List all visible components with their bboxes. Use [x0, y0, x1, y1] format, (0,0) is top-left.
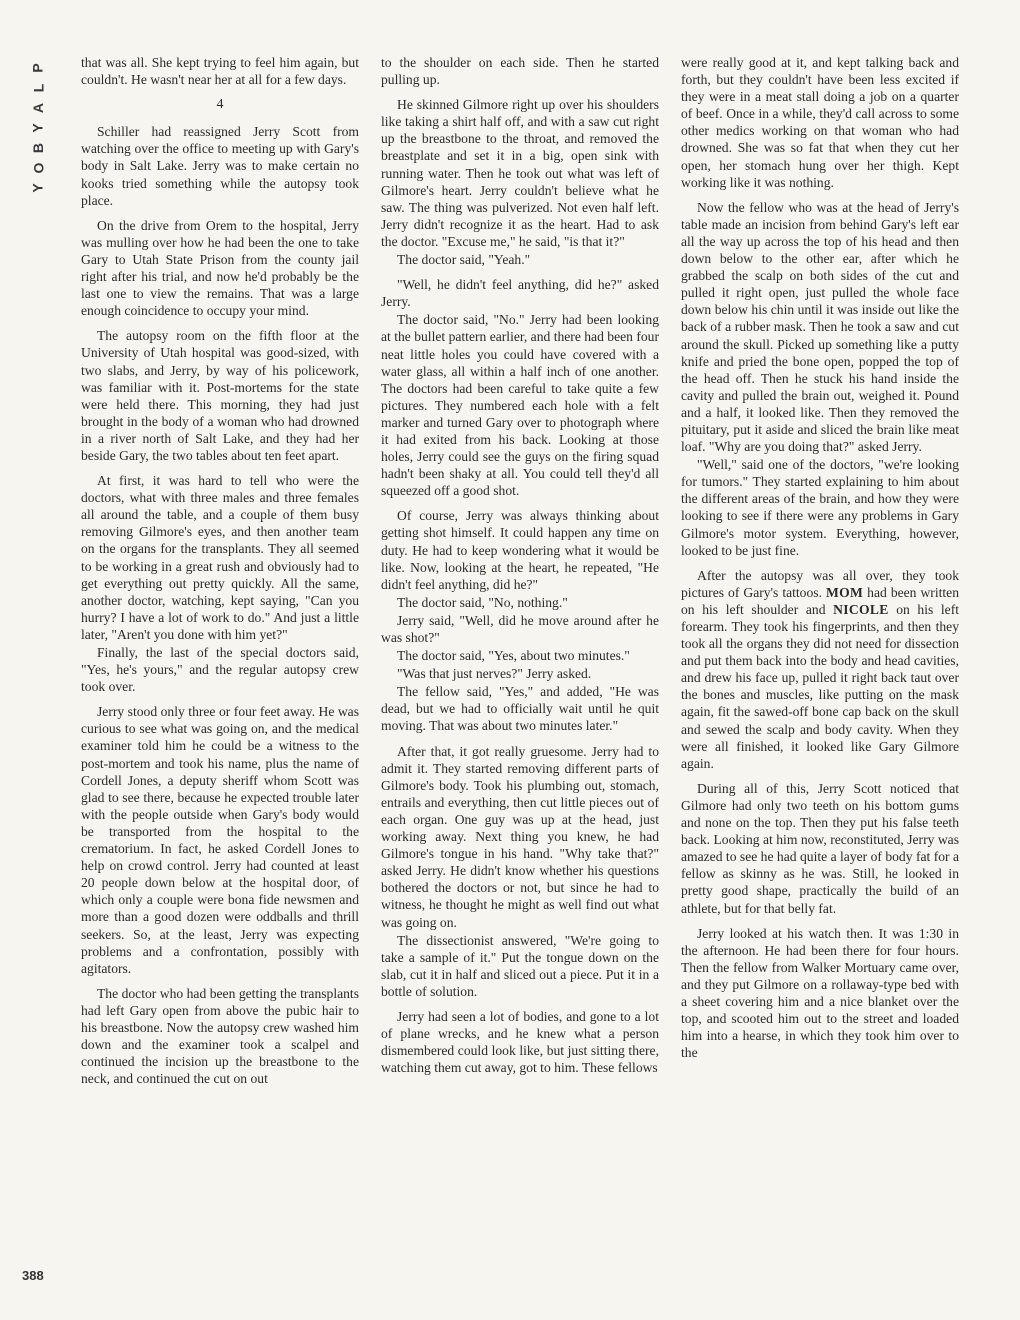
paragraph: that was all. She kept trying to feel him again, but couldn't. He wasn't near her at all for a few days. — [81, 55, 359, 88]
paragraph: Jerry had seen a lot of bodies, and gone to a lot of plane wrecks, and he knew what a person dismembered could look like, but just sitting there, watching them cut away, got to him. These fellows — [381, 1008, 659, 1076]
magazine-name-vertical — [26, 58, 50, 198]
paragraph: "Well, he didn't feel anything, did he?" asked Jerry. — [381, 277, 659, 310]
column-2 — [381, 54, 659, 1084]
tattoo-word-nicole: NICOLE — [833, 601, 889, 617]
paragraph: At first, it was hard to tell who were the doctors, what with three males and three females all around the table, and a couple of them busy removing Gilmore's eyes, and then another team on the organs for the transplants. They all seemed to be working in a great rush and obviously had to get everything out pretty quickly. All the same, another doctor, watching, kept saying, "Can you hurry? I have a lot of work to do." And just a little later, "Aren't you done with him yet?" — [81, 473, 359, 642]
text-run: After the autopsy was all over, they took pictures of Gary's tattoos. — [681, 567, 959, 600]
paragraph: The doctor said, "No, nothing." — [397, 594, 568, 610]
column-3 — [681, 54, 959, 1069]
paragraph: During all of this, Jerry Scott noticed that Gilmore had only two teeth on his bottom gums and none on the top. Then they put his false teeth back. Looking at him now, reconstituted, Jerry was amazed to see he had quite a layer of body fat for a fellow as skinny as he was. Still, he looked in pretty good shape, practically the build of an athlete, but for that belly fat. — [681, 780, 959, 916]
mast-letter: Y — [30, 123, 46, 133]
paragraph: After that, it got really gruesome. Jerry had to admit it. They started removing different parts of Gilmore's body. Took his plumbing out, stomach, entrails and everything, then cut little pieces out of each organ. One guy was up at the head, just working away. Next thing you knew, he had Gilmore's tongue in his hand. "Why take that?" asked Jerry. He didn't know whether his questions bothered the doctors or not, but since he had to witness, he thought he might as well find out what was going on. — [381, 743, 659, 930]
paragraph: "Was that just nerves?" Jerry asked. — [397, 666, 592, 682]
section-number: 4 — [216, 97, 224, 113]
paragraph: The autopsy room on the fifth floor at the University of Utah hospital was good-sized, with two slabs, and Jerry, by way of his policework, was familiar with it. Post-mortems for the state were held there. This morning, they had just brought in the body of a woman who had drowned in a river north of Salt Lake, and they had her beside Gary, the two tables about ten feet apart. — [81, 328, 359, 463]
paragraph: The doctor said, "Yes, about two minutes." — [397, 648, 630, 664]
paragraph: Jerry stood only three or four feet away. He was curious to see what was going on, and the medical examiner told him he could be a witness to the post-mortem and took his name, plus the name of Cordell Jones, a deputy sheriff whom Scott was glad to see there, because he expected trouble later with the people outside when Gary's body would be transported from the hospital to the crematorium. In fact, he asked Cordell Jones to help on crowd control. Jerry had counted at least 20 people down below at the hospital door, of which only a couple were bona fide newsmen and more than a good dozen were oddballs and thrill seekers. So, at the least, Jerry was expecting problems and a confrontation, possibly with agitators. — [81, 704, 359, 976]
paragraph: On the drive from Orem to the hospital, Jerry was mulling over how he had been the one to take Gary to Utah State Prison from the county jail right after his trial, and now he'd probably be the last one to view the remains. That was a large enough coincidence to occupy your mind. — [81, 217, 359, 319]
text-run: on his left forearm. They took his fingerprints, and then they took all the organs they did not need for dissection and put them back into the body and head cavities, and drew his face up, pulled it right back taut over the bones and muscles, like putting on the mask again, fit the sawed-off bone cap back on the skull and sewed the scalp and body cavity. When they were all finished, it looked like Gary Gilmore again. — [681, 601, 959, 771]
paragraph: The doctor who had been getting the transplants had left Gary open from above the pubic hair to his breastbone. Now the autopsy crew washed him down and the examiner took a scalpel and continued the incision up the breastbone to the neck, and continued the cut on out — [81, 985, 359, 1087]
column-1 — [81, 54, 359, 1095]
mast-letter: P — [30, 63, 46, 73]
text-run: had been written on his left shoulder and — [681, 584, 959, 617]
mast-letter: A — [30, 102, 46, 114]
page-number: 388 — [22, 1268, 44, 1283]
paragraph: Finally, the last of the special doctors said, "Yes, he's yours," and the regular autopsy crew took over. — [81, 645, 359, 695]
mast-letter: O — [29, 162, 46, 174]
paragraph: Jerry said, "Well, did he move around after he was shot?" — [381, 612, 659, 645]
paragraph: The dissectionist answered, "We're going to take a sample of it." Put the tongue down on the slab, cut it in half and sliced out a piece. Put it in a bottle of solution. — [381, 932, 659, 999]
paragraph: were really good at it, and kept talking back and forth, but they couldn't have been less excited if they were in a meat stall doing a job on a quarter of beef. Once in a while, they'd call across to some other medics working on that woman who had drowned. She was so fat that when they cut her open, her stomach hung over her thigh. Kept working like it was nothing. — [681, 55, 959, 190]
paragraph: Now the fellow who was at the head of Jerry's table made an incision from behind Gary's left ear all the way up across the top of his head and then down below to the other ear, after which he grabbed the scalp on both sides of the cut and pulled it right open, just pulled the whole face down below his chin until it was inside out like the back of a rubber mask. Then he took a saw and cut around the skull. Picked up something like a putty knife and pried the bone open, popped the top of the head off. Then he stuck his hand inside the cavity and pulled the brain out, weighed it. Pound and a half, it looked like. Then they removed the pituitary, put it aside and sliced the brain like meat loaf. "Why are you doing that?" asked Jerry. — [681, 199, 959, 455]
paragraph: "Well," said one of the doctors, "we're looking for tumors." They started explaining to him about the different areas of the brain, and how they were looking to see if there were any problems in Gary Gilmore's motor system. Everything, however, looked to be just fine. — [681, 457, 959, 558]
mast-letter: Y — [30, 183, 46, 193]
paragraph: The doctor said, "Yeah." — [397, 252, 531, 268]
paragraph — [681, 567, 959, 772]
paragraph: to the shoulder on each side. Then he started pulling up. — [381, 55, 659, 88]
mast-letter: B — [30, 142, 46, 154]
paragraph: He skinned Gilmore right up over his shoulders like taking a shirt half off, and with a saw cut right up the breastbone to the throat, and removed the breastplate and set it in a big, open sink with running water. Then he took out what was left of Gilmore's heart. Jerry couldn't believe what he saw. The thing was pulverized. Not even half left. Jerry didn't recognize it as the heart. Had to ask the doctor. "Excuse me," he said, "is that it?" — [381, 97, 659, 249]
paragraph: The fellow said, "Yes," and added, "He was dead, but we had to officially wait until he quit moving. That was about two minutes later." — [381, 684, 659, 734]
tattoo-word-mom: MOM — [826, 584, 864, 600]
mast-letter: L — [30, 83, 46, 93]
paragraph: Schiller had reassigned Jerry Scott from watching over the office to meeting up with Gary's body in Salt Lake. Jerry was to make certain no kooks tried something while the autopsy took place. — [81, 124, 359, 208]
paragraph: Of course, Jerry was always thinking about getting shot himself. It could happen any time on duty. He had to keep wondering what it would be like. Now, looking at the heart, he repeated, "He didn't feel anything, did he?" — [381, 508, 659, 592]
paragraph: Jerry looked at his watch then. It was 1:30 in the afternoon. He had been there for four hours. Then the fellow from Walker Mortuary came over, and they put Gilmore on a rollaway-type bed with a sheet covering him and a nice blanket over the top, and scooted him out to the street and loaded him into a hearse, in which they took him over to the — [681, 925, 959, 1061]
paragraph: The doctor said, "No." Jerry had been looking at the bullet pattern earlier, and there had been four neat little holes you could have covered with a water glass, all within a half inch of one another. The doctors had been careful to take quite a few pictures. They numbered each hole with a felt marker and turned Gary over to photograph where it had exited from his back. Looking at those holes, Jerry could see the guys on the firing squad hadn't been shaky at all. You could tell they'd all squeezed off a good shot. — [381, 312, 659, 499]
